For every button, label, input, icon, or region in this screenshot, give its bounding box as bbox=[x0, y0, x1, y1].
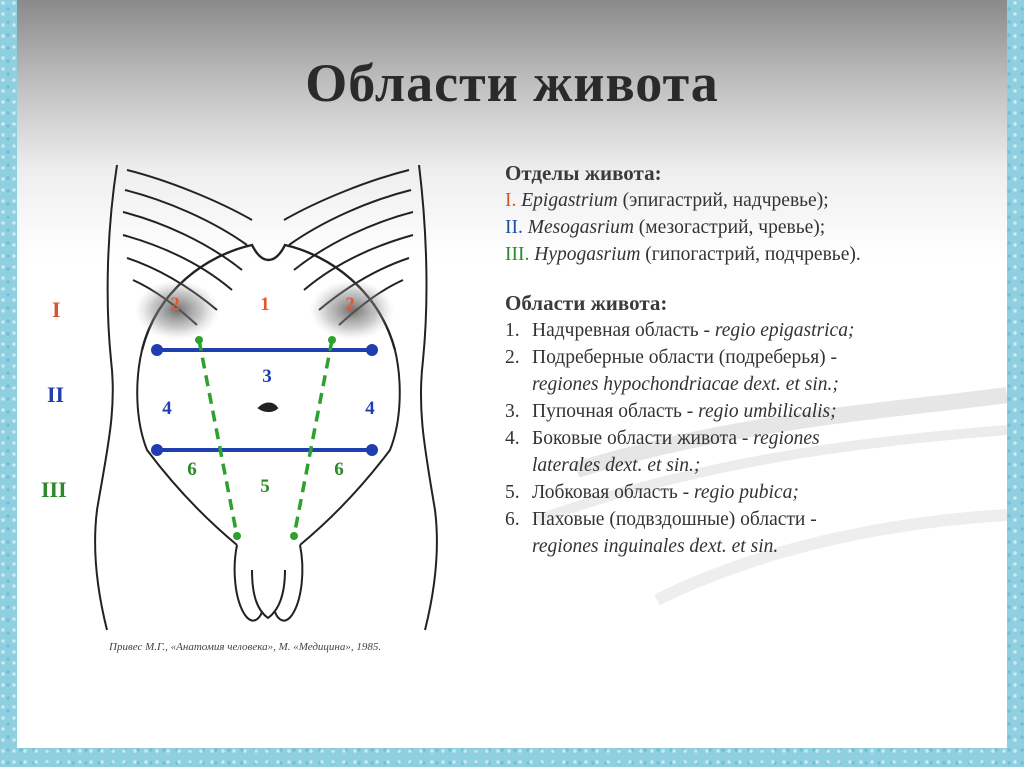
regions-heading: Области живота: bbox=[505, 291, 668, 315]
section-latin: Hypogasrium bbox=[534, 244, 641, 265]
region-num: 6. bbox=[505, 509, 520, 530]
roman-label-2: II bbox=[47, 382, 65, 407]
section-num: III. bbox=[505, 244, 530, 265]
region-item bbox=[505, 344, 995, 398]
region-3-label: 3 bbox=[262, 366, 272, 387]
region-name: Подреберные области (подреберья) - bbox=[532, 347, 838, 368]
region-item bbox=[505, 398, 995, 425]
region-item bbox=[505, 479, 995, 506]
section-latin: Mesogasrium bbox=[527, 217, 634, 238]
region-latin: regio umbilicalis; bbox=[698, 401, 837, 422]
region-num: 5. bbox=[505, 482, 520, 503]
section-item bbox=[505, 241, 995, 268]
region-latin: regio epigastrica; bbox=[714, 320, 855, 341]
section-num: II. bbox=[505, 217, 523, 238]
section-item bbox=[505, 187, 995, 214]
region-num: 4. bbox=[505, 428, 520, 449]
region-4-left-label: 4 bbox=[162, 398, 172, 419]
region-item bbox=[505, 425, 995, 479]
page-title: Области живота bbox=[305, 53, 719, 113]
region-latin: regiones inguinales dext. et sin. bbox=[532, 536, 779, 557]
section-latin: Epigastrium bbox=[521, 190, 618, 211]
section-item bbox=[505, 214, 995, 241]
section-num: I. bbox=[505, 190, 517, 211]
region-num: 3. bbox=[505, 401, 520, 422]
region-name: Пупочная область - bbox=[532, 401, 699, 422]
region-latin: regiones bbox=[753, 428, 820, 449]
region-name: Боковые области живота - bbox=[532, 428, 754, 449]
section-desc: (гипогастрий, подчревье). bbox=[640, 244, 861, 265]
figure-credit: Привес М.Г., «Анатомия человека», М. «Медицина», 1985. bbox=[109, 641, 382, 653]
region-name: Надчревная область - bbox=[532, 320, 715, 341]
region-5-label: 5 bbox=[260, 476, 270, 497]
region-latin: regiones hypochondriacae dext. et sin.; bbox=[532, 374, 839, 395]
section-desc: (эпигастрий, надчревье); bbox=[617, 190, 829, 211]
region-6-left-label: 6 bbox=[187, 459, 197, 480]
abdomen-figure bbox=[41, 150, 467, 645]
roman-label-3: III bbox=[41, 477, 67, 502]
section-desc: (мезогастрий, чревье); bbox=[633, 217, 826, 238]
sections-heading: Отделы живота: bbox=[505, 161, 662, 185]
region-name: Паховые (подвздошные) области - bbox=[532, 509, 817, 530]
region-2-left-label: 2 bbox=[170, 294, 180, 315]
region-num: 1. bbox=[505, 320, 520, 341]
region-item bbox=[505, 317, 995, 344]
region-name: Лобковая область - bbox=[532, 482, 694, 503]
text-block bbox=[505, 160, 995, 560]
region-1-label: 1 bbox=[260, 294, 270, 315]
region-4-right-label: 4 bbox=[365, 398, 375, 419]
abdomen-drawing bbox=[47, 150, 467, 640]
region-item bbox=[505, 506, 995, 560]
roman-label-1: I bbox=[52, 297, 61, 322]
region-2-right-label: 2 bbox=[345, 294, 355, 315]
region-latin-cont: laterales dext. et sin.; bbox=[532, 455, 701, 476]
region-latin: regio pubica; bbox=[693, 482, 799, 503]
region-6-right-label: 6 bbox=[334, 459, 344, 480]
region-num: 2. bbox=[505, 347, 520, 368]
slide bbox=[17, 0, 1007, 748]
